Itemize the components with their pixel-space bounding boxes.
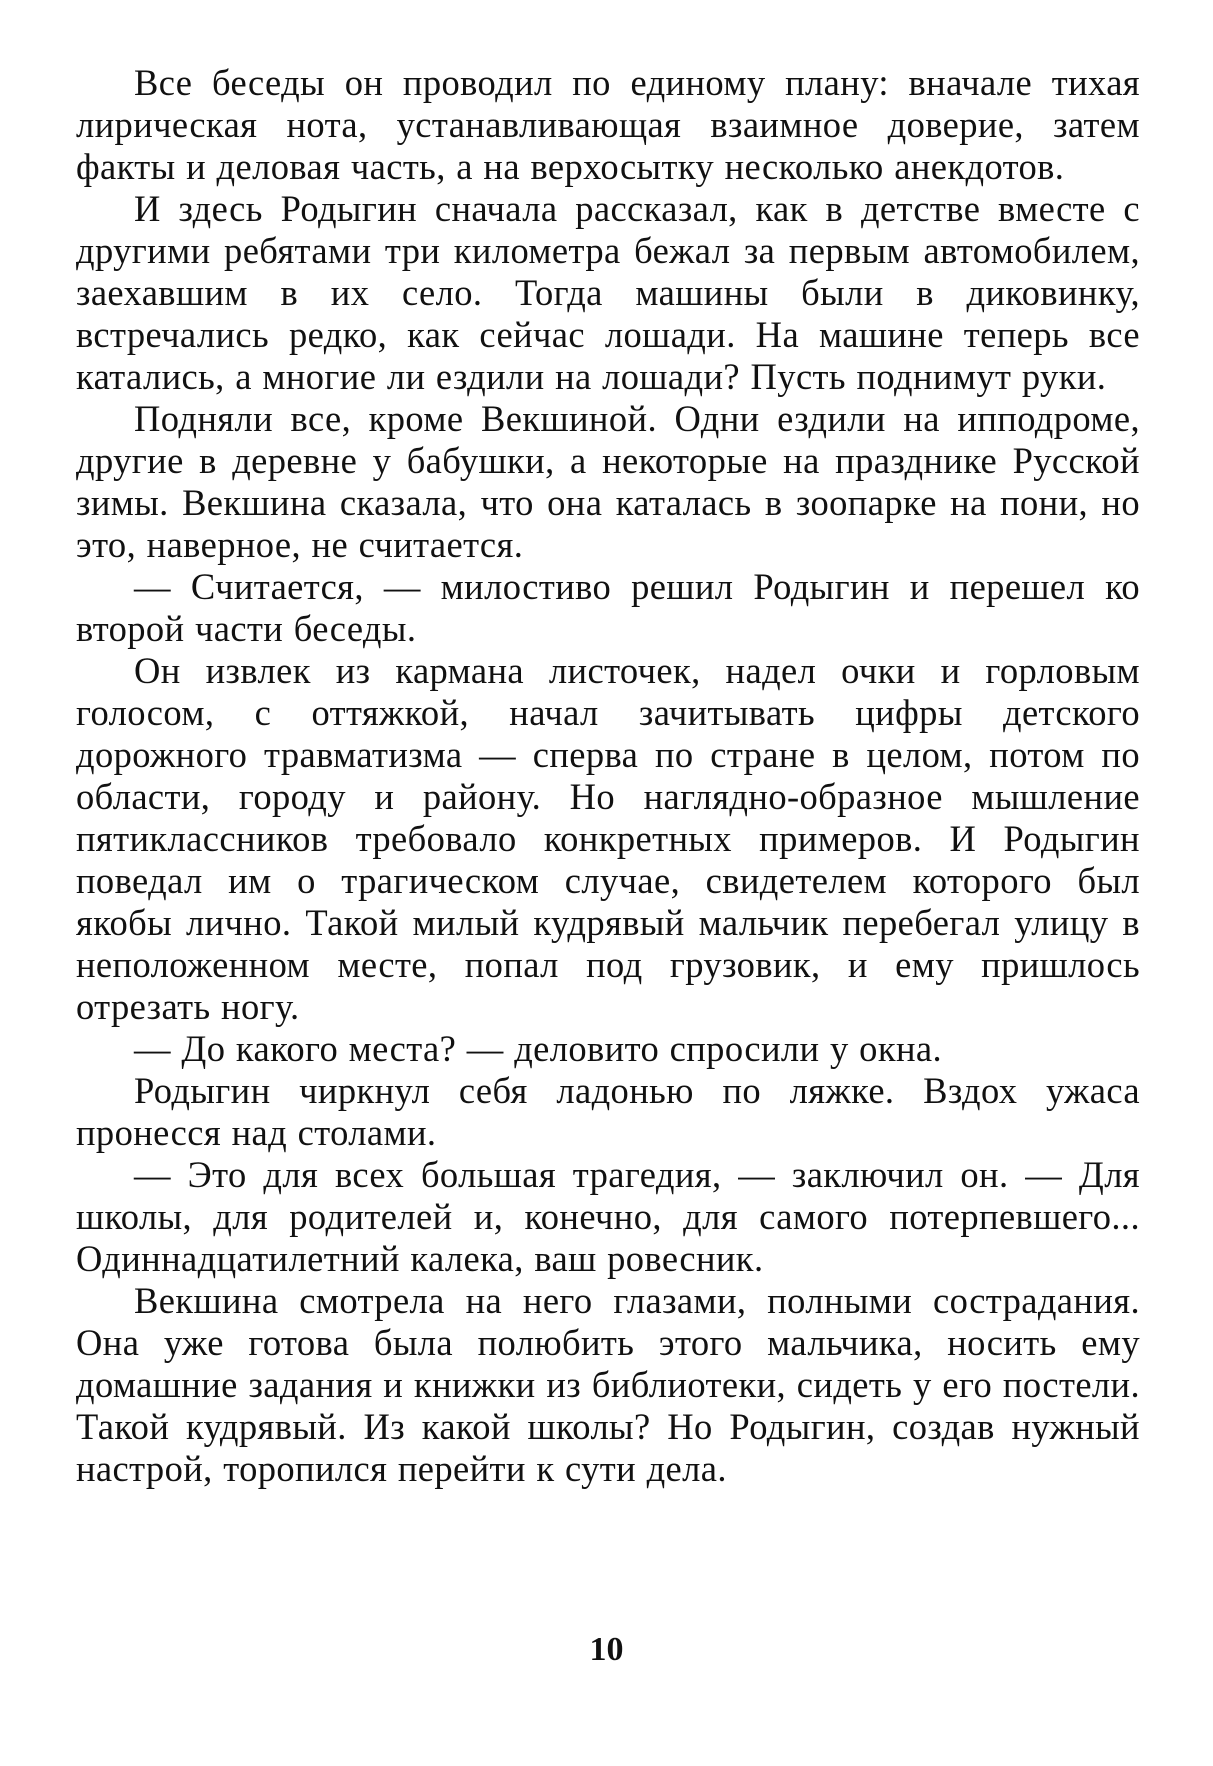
paragraph: — Считается, — милостиво решил Родыгин и перешел ко второй части беседы. bbox=[76, 566, 1140, 649]
paragraph: Векшина смотрела на него глазами, полными сострадания. Она уже готова была полюбить этого мальчика, носить ему домашние задания и книжки из библиотеки, сидеть у его постели. Такой кудрявый. Из какой школы? Но Родыгин, создав нужный настрой, торопился перейти к сути дела. bbox=[76, 1280, 1140, 1489]
paragraph: Родыгин чиркнул себя ладонью по ляжке. Вздох ужаса пронесся над столами. bbox=[76, 1070, 1140, 1153]
paragraph: Он извлек из кармана листочек, надел очки и горловым голосом, с оттяжкой, начал зачитывать цифры детского дорожного травматизма — сперва по стране в целом, потом по области, городу и району. Но наглядно-образное мышление пятиклассников требовало конкретных примеров. И Родыгин поведал им о трагическом случае, свидетелем которого был якобы лично. Такой милый кудрявый мальчик перебегал улицу в неположенном месте, попал под грузовик, и ему пришлось отрезать ногу. bbox=[76, 650, 1140, 1027]
paragraph: — Это для всех большая трагедия, — заключил он. — Для школы, для родителей и, конечно, для самого потерпевшего... Одиннадцатилетний калека, ваш ровесник. bbox=[76, 1154, 1140, 1279]
body-text bbox=[76, 62, 1140, 1490]
paragraph: — До какого места? — деловито спросили у окна. bbox=[134, 1028, 943, 1069]
paragraph: Подняли все, кроме Векшиной. Одни ездили на ипподроме, другие в деревне у бабушки, а некоторые на празднике Русской зимы. Векшина сказала, что она каталась в зоопарке на пони, но это, наверное, не считается. bbox=[76, 398, 1140, 565]
paragraph: Все беседы он проводил по единому плану: вначале тихая лирическая нота, устанавливающая взаимное доверие, затем факты и деловая часть, а на верхосытку несколько анекдотов. bbox=[76, 62, 1140, 187]
paragraph: И здесь Родыгин сначала рассказал, как в детстве вместе с другими ребятами три километра бежал за первым автомобилем, заехавшим в их село. Тогда машины были в диковинку, встречались редко, как сейчас лошади. На машине теперь все катались, а многие ли ездили на лошади? Пусть поднимут руки. bbox=[76, 188, 1140, 397]
page-number: 10 bbox=[589, 1631, 624, 1668]
